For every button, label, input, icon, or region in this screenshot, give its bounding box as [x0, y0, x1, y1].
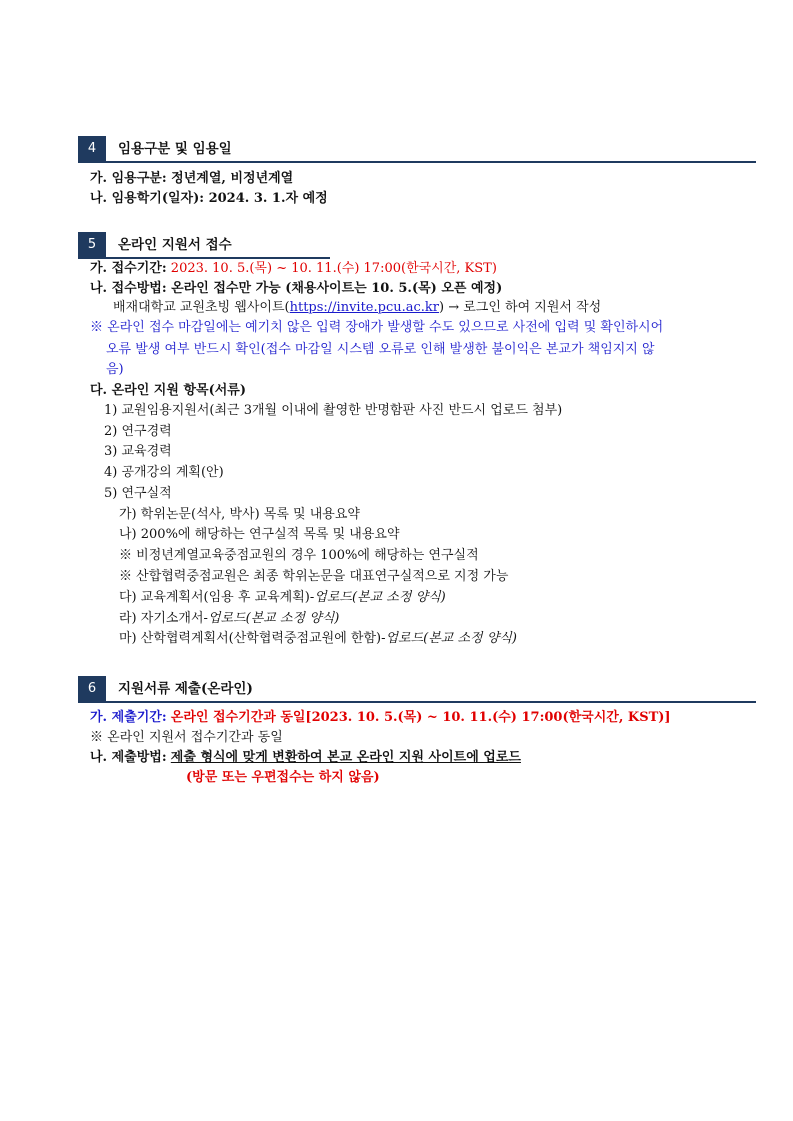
application-item-1: 1) 교원임용지원서(최근 3개월 이내에 촬영한 반명함판 사진 반드시 업로드 첨부) — [104, 403, 563, 418]
section-6-line-b-note: (방문 또는 우편접수는 하지 않음) — [186, 770, 380, 785]
submit-period-label: 가. 제출기간: — [90, 710, 167, 725]
section-4-header — [78, 136, 756, 162]
submit-period-value: 온라인 접수기간과 동일[2023. 10. 5.(목) ~ 10. 11.(수) 17:00(한국시간, KST)] — [170, 710, 671, 725]
industry-plan-label: 마) 산학협력계획서(산학협력중점교원에 한함)- — [119, 631, 386, 646]
section-6-title: 지원서류 제출(온라인) — [118, 681, 253, 697]
section-4-title: 임용구분 및 임용일 — [118, 141, 232, 157]
self-intro-label: 라) 자기소개서- — [119, 611, 208, 626]
section-6-header — [78, 676, 756, 702]
research-subitem-1: 가) 학위논문(석사, 박사) 목록 및 내용요약 — [119, 507, 360, 522]
section-4-line-a: 가. 임용구분: 정년계열, 비정년계열 — [90, 171, 294, 186]
receipt-period-label: 가. 접수기간: — [90, 261, 167, 276]
section-6-line-b — [90, 748, 521, 768]
application-item-4: 4) 공개강의 계획(안) — [104, 465, 224, 480]
online-note-line-3: 음) — [106, 362, 124, 377]
application-item-2: 2) 연구경력 — [104, 424, 172, 439]
application-item-3: 3) 교육경력 — [104, 444, 172, 459]
section-6-rule — [78, 701, 756, 703]
section-6-note: ※ 온라인 지원서 접수기간과 동일 — [90, 730, 283, 745]
section-6-line-a — [90, 708, 671, 728]
application-item-5: 5) 연구실적 — [104, 486, 172, 501]
section-4-rule — [78, 161, 756, 163]
section-5-line-b: 나. 접수방법: 온라인 접수만 가능 (채용사이트는 10. 5.(목) 오픈 예정) — [90, 281, 503, 296]
section-6-number: 6 — [78, 676, 106, 702]
research-note-2: ※ 산합협력중점교원은 최종 학위논문을 대표연구실적으로 지정 가능 — [119, 569, 509, 584]
submit-method-label: 나. 제출방법: — [90, 750, 167, 765]
online-note-line-1: ※ 온라인 접수 마감일에는 예기치 않은 입력 장애가 발생할 수도 있으므로 사전에 입력 및 확인하시어 — [90, 320, 664, 335]
section-5-title: 온라인 지원서 접수 — [118, 237, 232, 253]
section-5-line-c: 다. 온라인 지원 항목(서류) — [90, 383, 246, 398]
section-5-header — [78, 232, 330, 258]
section-4-number: 4 — [78, 136, 106, 162]
receipt-period-value: 2023. 10. 5.(목) ~ 10. 11.(수) 17:00(한국시간, KST) — [170, 261, 497, 276]
industry-plan-upload: 업로드(본교 소정 양식) — [385, 631, 517, 646]
industry-plan-item — [119, 629, 517, 649]
research-note-1: ※ 비정년계열교육중점교원의 경우 100%에 해당하는 연구실적 — [119, 548, 479, 563]
education-plan-item — [119, 588, 446, 608]
section-5-line-a — [90, 259, 497, 279]
website-text-post: ) → 로그인 하여 지원서 작성 — [439, 300, 602, 315]
submit-method-value: 제출 형식에 맞게 변환하여 본교 온라인 지원 사이트에 업로드 — [170, 750, 521, 765]
self-intro-upload: 업로드(본교 소정 양식) — [207, 611, 340, 626]
education-plan-upload: 업로드(본교 소정 양식) — [314, 590, 446, 605]
section-5-number: 5 — [78, 232, 106, 258]
recruit-site-link[interactable]: https://invite.pcu.ac.kr — [289, 300, 439, 315]
research-subitem-2: 나) 200%에 해당하는 연구실적 목록 및 내용요약 — [119, 527, 400, 542]
online-note-line-2: 오류 발생 여부 반드시 확인(접수 마감일 시스템 오류로 인해 발생한 불이익은 본교가 책임지지 않 — [106, 342, 655, 357]
section-5-line-b-sub — [113, 298, 601, 318]
education-plan-label: 다) 교육계획서(임용 후 교육계획)- — [119, 590, 315, 605]
self-intro-item — [119, 609, 339, 629]
section-4-line-b: 나. 임용학기(일자): 2024. 3. 1.자 예정 — [90, 191, 328, 206]
website-text-pre: 배재대학교 교원초빙 웹사이트( — [113, 300, 290, 315]
